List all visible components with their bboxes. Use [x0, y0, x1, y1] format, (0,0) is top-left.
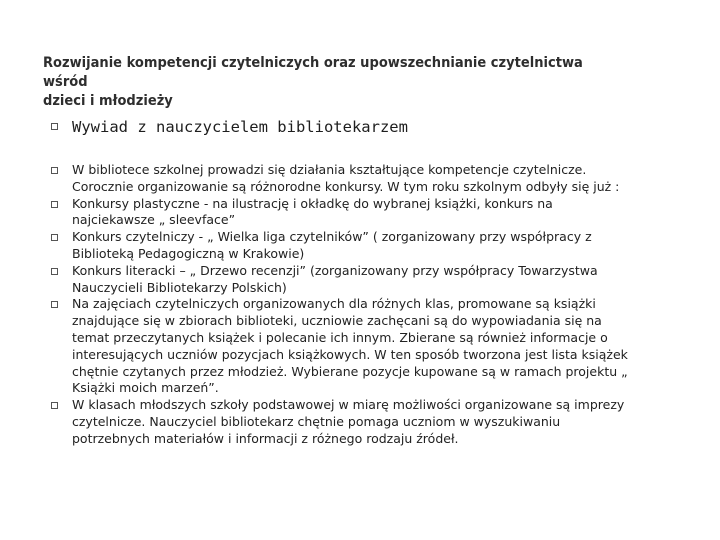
bullet-square-icon: [51, 201, 58, 208]
text-line: Konkurs literacki – „ Drzewo recenzji” (zorganizowany przy współpracy Towarzystwa: [72, 262, 598, 278]
list-item-text: [72, 162, 682, 196]
list-item: [50, 263, 682, 297]
list-item-text: [72, 229, 682, 263]
slide-title-line: dzieci i młodzieży: [43, 93, 173, 109]
text-line: chętnie czytanych przez młodzież. Wybierane pozycje kupowane są w ramach projektu „: [72, 363, 628, 379]
list-item: [50, 162, 682, 196]
text-line: Nauczycieli Bibliotekarzy Polskich): [72, 279, 287, 295]
list-item: [50, 196, 682, 230]
text-line: Książki moich marzeń”.: [72, 380, 219, 396]
text-line: najciekawsze „ sleevface”: [72, 212, 236, 228]
list-item: [50, 296, 682, 397]
bullet-square-icon: [51, 268, 58, 275]
list-item-text: [72, 263, 682, 297]
bullet-square-icon: [51, 301, 58, 308]
text-line: Konkursy plastyczne - na ilustrację i okładkę do wybranej książki, konkurs na: [72, 195, 553, 211]
list-item: [50, 397, 682, 447]
slide-title-line: Rozwijanie kompetencji czytelniczych oraz upowszechnianie czytelnictwa wśród: [43, 55, 583, 90]
list-item-text: [72, 296, 682, 397]
text-line: temat przeczytanych książek i polecanie ich innym. Zbierane są również informacje o: [72, 329, 608, 345]
bullet-square-icon: [51, 402, 58, 409]
text-line: potrzebnych materiałów i informacji z różnego rodzaju źródeł.: [72, 430, 459, 446]
subheading-text: Wywiad z nauczycielem bibliotekarzem: [72, 118, 408, 136]
bullet-square-icon: [51, 123, 58, 130]
bullet-list: [50, 117, 682, 448]
text-line: Corocznie organizowanie są różnorodne konkursy. W tym roku szkolnym odbyły się już :: [72, 178, 620, 194]
list-item: [50, 229, 682, 263]
list-item-text: [72, 397, 682, 447]
slide-title: [43, 54, 619, 111]
text-line: Biblioteką Pedagogiczną w Krakowie): [72, 245, 305, 261]
text-line: interesujących uczniów pozycjach książkowych. W ten sposób tworzona jest lista książek: [72, 346, 628, 362]
list-item-text: [72, 196, 682, 230]
text-line: czytelnicze. Nauczyciel bibliotekarz chętnie pomaga uczniom w wyszukiwaniu: [72, 413, 561, 429]
text-line: W bibliotece szkolnej prowadzi się działania kształtujące kompetencje czytelnicze.: [72, 162, 587, 177]
bullet-square-icon: [51, 167, 58, 174]
text-line: Na zajęciach czytelniczych organizowanych dla różnych klas, promowane są książki: [72, 296, 596, 312]
bullet-square-icon: [51, 234, 58, 241]
text-line: znajdujące się w zbiorach biblioteki, uczniowie zachęcani są do wypowiadania się na: [72, 313, 602, 329]
text-line: W klasach młodszych szkoły podstawowej w miarę możliwości organizowane są imprezy: [72, 397, 625, 413]
subheading-item: [50, 117, 682, 137]
text-line: Konkurs czytelniczy - „ Wielka liga czytelników” ( zorganizowany przy współpracy z: [72, 229, 592, 245]
